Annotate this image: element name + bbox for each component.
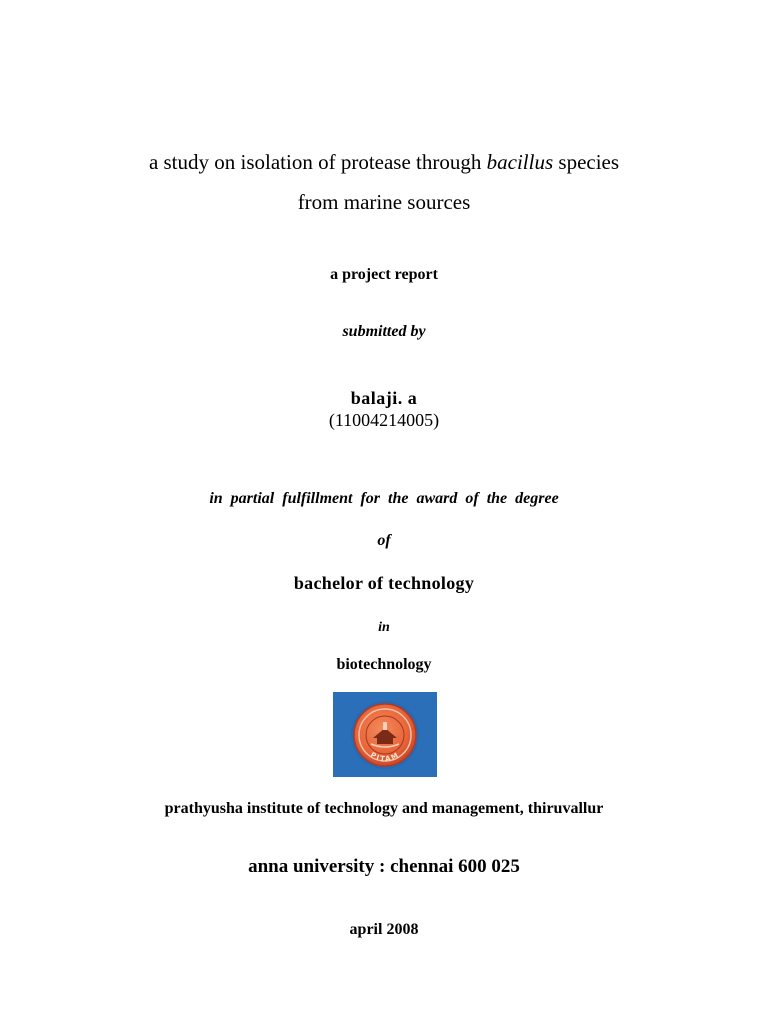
title-part-1: a study on isolation of protease through <box>148 150 487 174</box>
university-name: anna university : chennai 600 025 <box>248 856 520 877</box>
branch-name: biotechnology <box>336 656 432 673</box>
degree-name: bachelor of technology <box>293 573 475 593</box>
seal-text: PITAM <box>369 750 401 764</box>
of-label: of <box>377 532 391 549</box>
fulfillment-statement: in partial fulfillment for the award of the degree <box>209 490 559 507</box>
document-title-line-2: from marine sources <box>297 190 471 214</box>
author-name: balaji. a <box>350 388 418 408</box>
institute-seal-icon <box>333 692 437 777</box>
institute-logo <box>333 692 437 777</box>
submission-date: april 2008 <box>349 921 419 938</box>
document-title-line-1 <box>0 150 768 174</box>
title-part-2: species <box>553 150 620 174</box>
in-label: in <box>378 620 390 635</box>
report-type: a project report <box>330 266 438 283</box>
title-italic-word: bacillus <box>486 150 554 174</box>
author-id: (11004214005) <box>328 410 440 430</box>
submitted-by-label: submitted by <box>342 323 426 340</box>
institute-name: prathyusha institute of technology and management, thiruvallur <box>164 800 604 817</box>
